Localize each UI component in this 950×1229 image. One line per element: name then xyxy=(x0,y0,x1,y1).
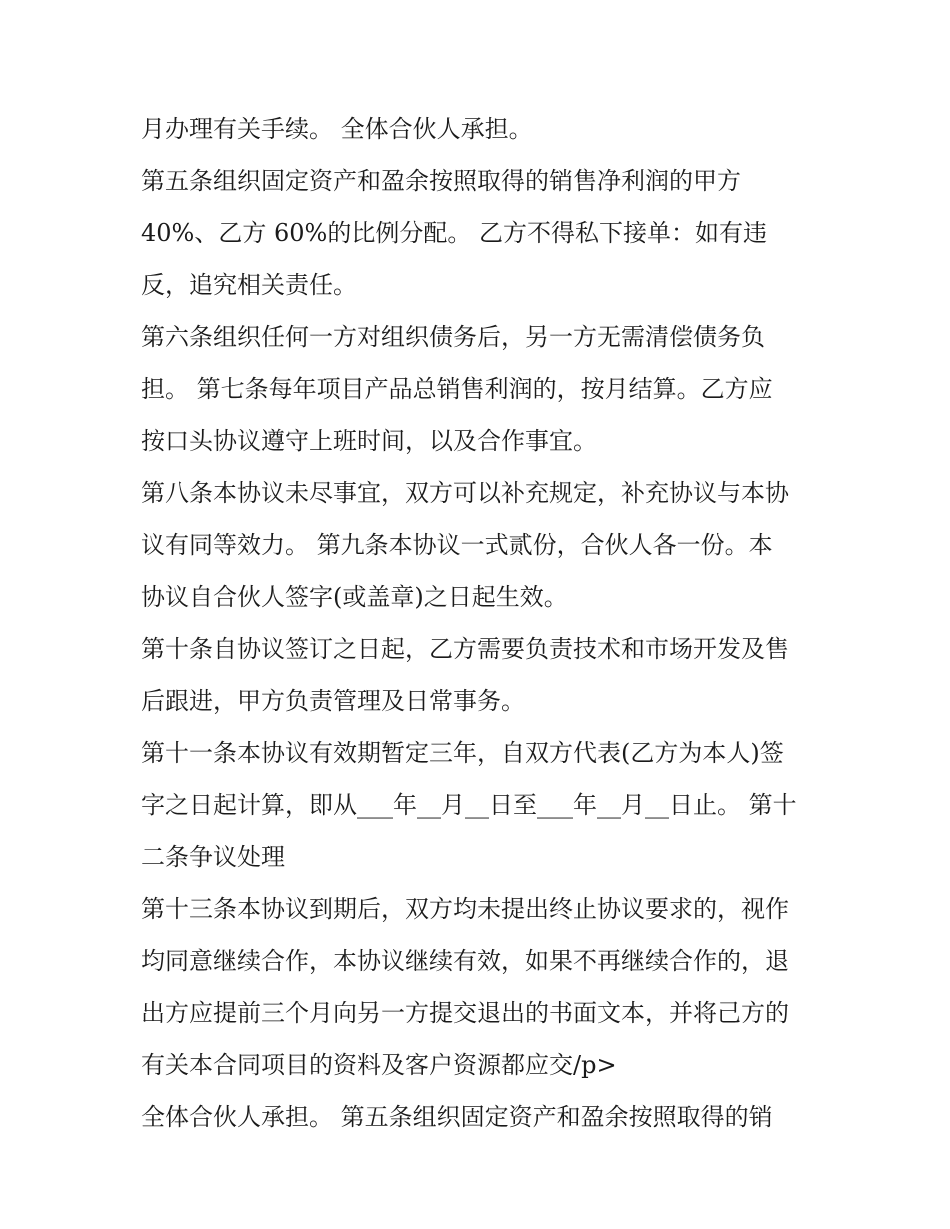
document-body xyxy=(141,107,831,1147)
text-line: 担。 第七条每年项目产品总销售利润的，按月结算。乙方应 xyxy=(141,375,773,403)
text-line: 第六条组织任何一方对组织债务后，另一方无需清偿债务负 xyxy=(141,323,765,351)
text-line: 均同意继续合作，本协议继续有效，如果不再继续合作的，退 xyxy=(141,947,789,975)
text-line: 40%、乙方 60%的比例分配。 乙方不得私下接单：如有违 xyxy=(141,219,767,247)
text-line: 协议自合伙人签字(或盖章)之日起生效。 xyxy=(141,583,568,611)
text-line: 字之日起计算，即从___年__月__日至___年__月__日止。 第十 xyxy=(141,791,797,819)
text-line: 月办理有关手续。 全体合伙人承担。 xyxy=(141,115,533,143)
text-line: 议有同等效力。 第九条本协议一式贰份，合伙人各一份。本 xyxy=(141,531,773,559)
text-line: 后跟进，甲方负责管理及日常事务。 xyxy=(141,687,525,715)
text-line: 反，追究相关责任。 xyxy=(141,271,357,299)
text-line: 第十条自协议签订之日起，乙方需要负责技术和市场开发及售 xyxy=(141,635,789,663)
text-line: 按口头协议遵守上班时间，以及合作事宜。 xyxy=(141,427,597,455)
text-line: 第八条本协议未尽事宜，双方可以补充规定，补充协议与本协 xyxy=(141,479,789,507)
text-line: 第十一条本协议有效期暂定三年，自双方代表(乙方为本人)签 xyxy=(141,739,784,767)
text-line: 全体合伙人承担。 第五条组织固定资产和盈余按照取得的销 xyxy=(141,1103,773,1131)
text-line: 出方应提前三个月向另一方提交退出的书面文本，并将己方的 xyxy=(141,999,789,1027)
text-line: 第五条组织固定资产和盈余按照取得的销售净利润的甲方 xyxy=(141,167,741,195)
text-line: 第十三条本协议到期后，双方均未提出终止协议要求的，视作 xyxy=(141,895,789,923)
text-line: 二条争议处理 xyxy=(141,843,285,871)
text-line: 有关本合同项目的资料及客户资源都应交/p> xyxy=(141,1051,617,1079)
